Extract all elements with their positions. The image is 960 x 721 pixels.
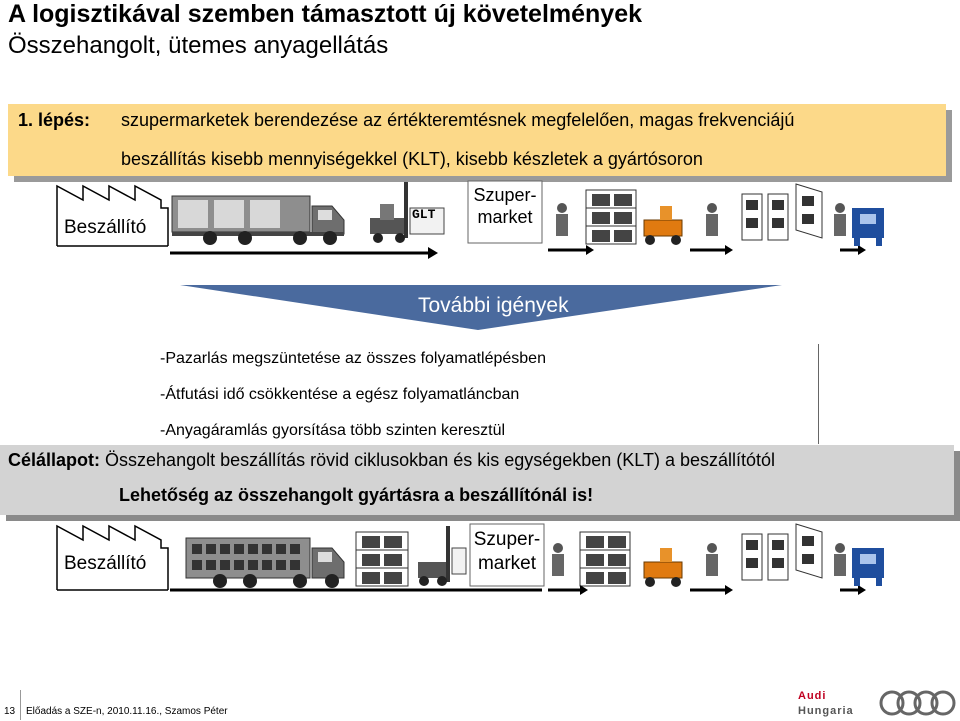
rack-icon [580,532,630,586]
forklift-icon [418,526,466,586]
footer-text: Előadás a SZE-n, 2010.11.16., Szamos Péter [26,706,228,717]
machine-icon [852,548,884,586]
supplier-label: Beszállító [64,217,147,238]
supplier-label: Beszállító [64,553,147,574]
step-text-line1: szupermarketek berendezése az értékteremtésnek megfelelően, magas frekvenciájú [121,110,795,130]
goal-line2: Lehetőség az összehangolt gyártásra a beszállítónál is! [119,485,594,505]
supermarket-label: Szuper- market [473,529,541,574]
requirement-item: -Anyagáramlás gyorsítása több szinten keresztül [160,422,506,439]
page-number: 13 [4,706,16,717]
supermarket-label: Szuper- market [473,185,537,227]
tugger-icon [644,548,682,587]
brand-hungaria: Hungaria [798,705,854,717]
machine-icon [852,208,884,246]
step-label: 1. lépés: [18,110,91,130]
goal-text: Összehangolt beszállítás rövid ciklusokban és kis egységekben (KLT) a beszállítótól [105,450,776,470]
page-title: A logisztikával szemben támasztott új követelmények [8,0,643,28]
truck-icon [186,538,344,588]
tugger-icon [644,206,682,245]
goal-line1 [8,450,775,471]
page-subtitle: Összehangolt, ütemes anyagellátás [8,32,389,59]
shelf-icon [742,524,822,580]
requirement-item: -Pazarlás megszüntetése az összes folyamatlépésben [160,350,546,367]
rack-icon [586,190,636,244]
goal-label: Célállapot: [8,450,101,470]
requirements-title: További igények [418,294,569,317]
glt-label: GLT [412,207,436,222]
audi-rings-logo [878,688,958,718]
requirement-item: -Átfutási idő csökkentése a egész folyamatláncban [160,386,520,403]
truck-icon [172,196,344,245]
step-text-line2: beszállítás kisebb mennyiségekkel (KLT), kisebb készletek a gyártósoron [121,149,703,169]
brand-audi: Audi [798,690,827,702]
rack-icon [356,532,408,586]
footer-divider [20,690,21,720]
shelf-icon [742,184,822,240]
divider [818,344,819,444]
